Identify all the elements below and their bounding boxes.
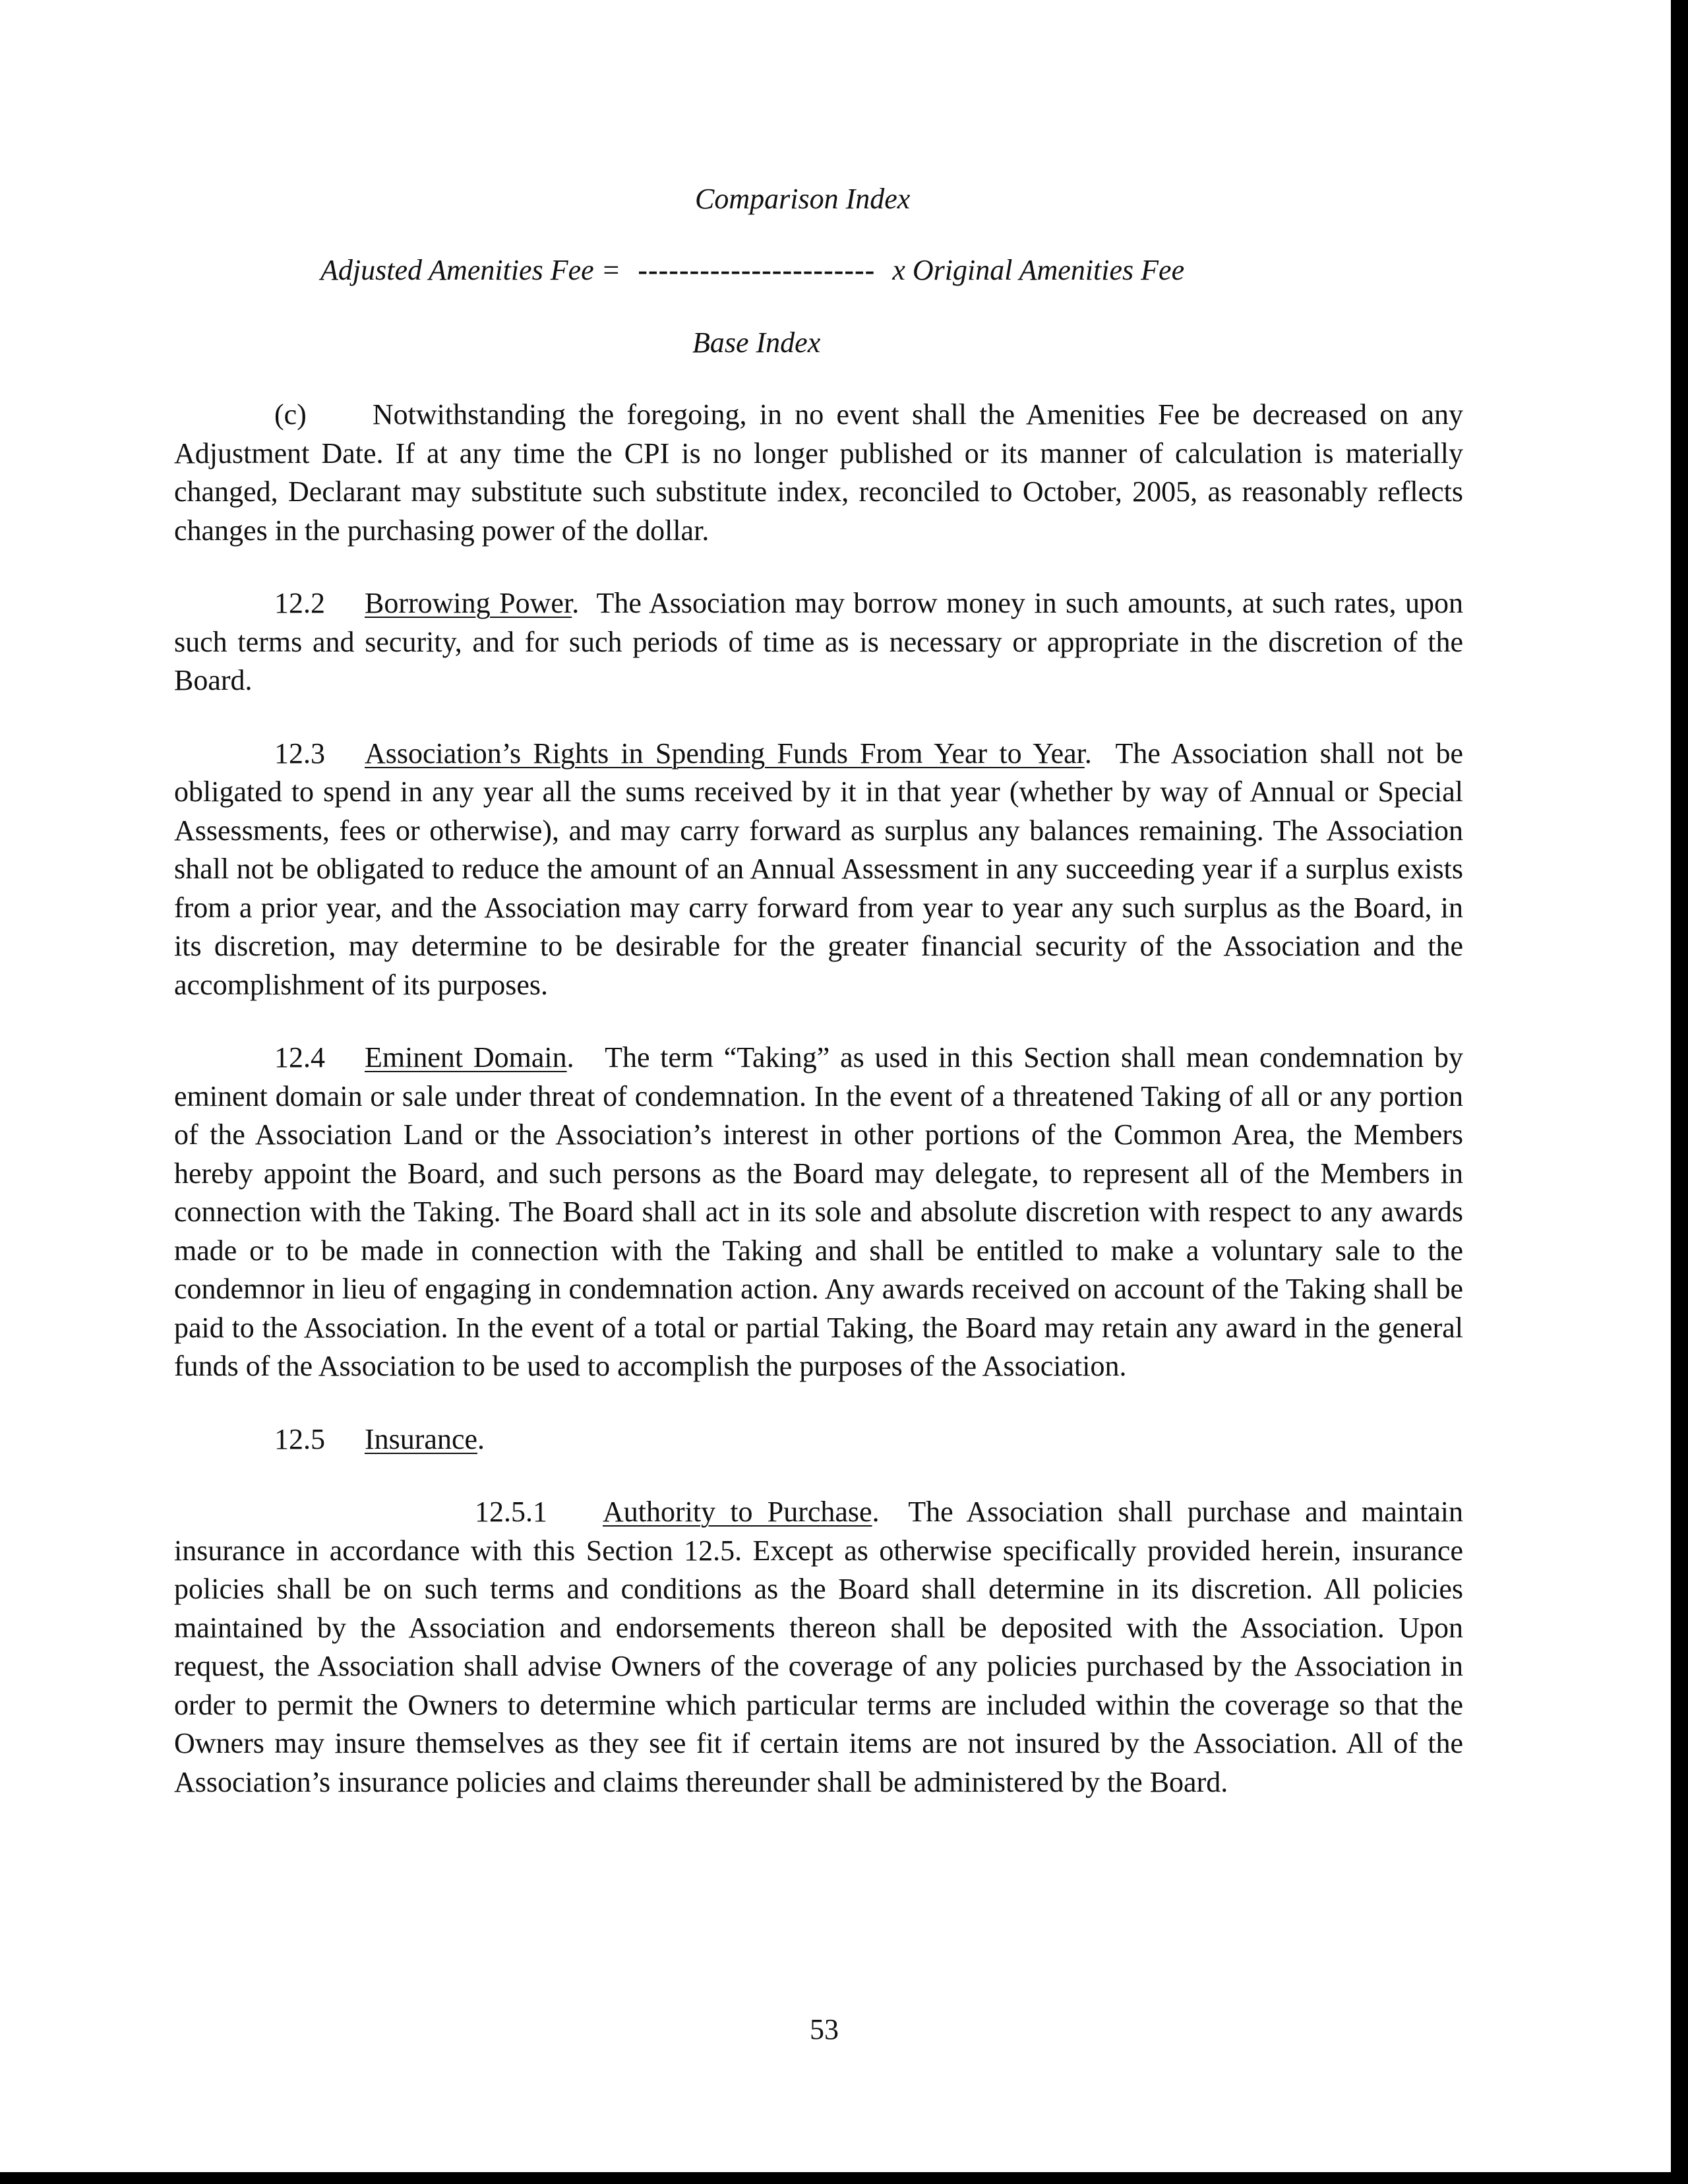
- scan-border-bottom: [0, 2172, 1688, 2184]
- section-12-3-text: The Association shall not be obligated to spend in any year all the sums received by it in that year (whether by way of Annual or Special Assessments, fees or otherwise), and may carry forward as surplus any balances remaining. The Association shall not be obligated to reduce the amount of an Annual Assessment in any succeeding year if a surplus exists from a prior year, and the Association may carry forward from year to year any such surplus as the Board, in its discretion, may determine to be desirable for the greater financial security of the Association and the accomplishment of its purposes.: [174, 737, 1463, 1001]
- section-12-4-number: 12.4: [274, 1041, 325, 1074]
- section-12-5-1-text: The Association shall purchase and maintain insurance in accordance with this Section 12.5. Except as otherwise specifically provided herein, insurance policies shall be on such terms and conditions as the Board shall determine in its discretion. All policies maintained by the Association and endorsements thereon shall be deposited with the Association. Upon request, the Association shall advise Owners of the coverage of any policies purchased by the Association in order to permit the Owners to determine which particular terms are included within the coverage so that the Owners may insure themselves as they see fit if certain items are not insured by the Association. All of the Association’s insurance policies and claims thereunder shall be administered by the Board.: [174, 1496, 1463, 1798]
- document-body: [174, 396, 1463, 1836]
- section-12-4-text: The term “Taking” as used in this Section shall mean condemnation by eminent domain or sale under threat of condemnation. In the event of a threatened Taking of all or any portion of the Association Land or the Association’s interest in other portions of the Common Area, the Members hereby appoint the Board, and such persons as the Board may delegate, to represent all of the Members in connection with the Taking. The Board shall act in its sole and absolute discretion with respect to any awards made or to be made in connection with the Taking and shall be entitled to make a voluntary sale to the condemnor in lieu of engaging in condemnation action. Any awards received on account of the Taking shall be paid to the Association. In the event of a total or partial Taking, the Board may retain any award in the general funds of the Association to be used to accomplish the purposes of the Association.: [174, 1041, 1463, 1382]
- section-12-4: 12.4 Eminent Domain. The term “Taking” as used in this Section shall mean condemnation by eminent domain or sale under threat of condemnation. In the event of a threatened Taking of all or any portion of the Association Land or the Association’s interest in other portions of the Common Area, the Members hereby appoint the Board, and such persons as the Board may delegate, to represent all of the Members in connection with the Taking. The Board shall act in its sole and absolute discretion with respect to any awards made or to be made in connection with the Taking and shall be entitled to make a voluntary sale to the condemnor in lieu of engaging in condemnation action. Any awards received on account of the Taking shall be paid to the Association. In the event of a total or partial Taking, the Board may retain any award in the general funds of the Association to be used to accomplish the purposes of the Association.: [174, 1041, 1463, 1382]
- section-12-2-number: 12.2: [274, 587, 325, 619]
- section-12-5: 12.5 Insurance.: [274, 1422, 485, 1455]
- section-12-3-heading: Association’s Rights in Spending Funds From Year to Year: [365, 737, 1085, 770]
- formula-denominator: Base Index: [692, 326, 821, 359]
- section-12-5-1-heading: Authority to Purchase: [603, 1496, 872, 1528]
- scan-border-right: [1671, 0, 1688, 2184]
- section-12-3-number: 12.3: [274, 737, 325, 770]
- section-12-2: 12.2 Borrowing Power. The Association may borrow money in such amounts, at such rates, upon such terms and security, and for such periods of time as is necessary or appropriate in the discretion of the Board.: [174, 587, 1463, 696]
- page-number: 53: [810, 2013, 839, 2046]
- section-12-4-heading: Eminent Domain: [365, 1041, 567, 1074]
- section-12-5-1: 12.5.1 Authority to Purchase. The Association shall purchase and maintain insurance in accordance with this Section 12.5. Except as otherwise specifically provided herein, insurance policies shall be on such terms and conditions as the Board shall determine in its discretion. All policies maintained by the Association and endorsements thereon shall be deposited with the Association. Upon request, the Association shall advise Owners of the coverage of any policies purchased by the Association in order to permit the Owners to determine which particular terms are included within the coverage so that the Owners may insure themselves as they see fit if certain items are not insured by the Association. All of the Association’s insurance policies and claims thereunder shall be administered by the Board.: [174, 1496, 1463, 1798]
- section-12-3: 12.3 Association’s Rights in Spending Funds From Year to Year. The Association shall not be obligated to spend in any year all the sums received by it in that year (whether by way of Annual or Special Assessments, fees or otherwise), and may carry forward as surplus any balances remaining. The Association shall not be obligated to reduce the amount of an Annual Assessment in any succeeding year if a surplus exists from a prior year, and the Association may carry forward from year to year any such surplus as the Board, in its discretion, may determine to be desirable for the greater financial security of the Association and the accomplishment of its purposes.: [174, 737, 1463, 1001]
- section-12-5-number: 12.5: [274, 1422, 325, 1455]
- section-12-2-text: The Association may borrow money in such amounts, at such rates, upon such terms and security, and for such periods of time as is necessary or appropriate in the discretion of the Board.: [174, 587, 1463, 696]
- formula-equation-line: [320, 256, 1184, 285]
- formula-numerator: Comparison Index: [695, 183, 911, 215]
- paragraph-c: [174, 396, 1463, 550]
- section-12-5-heading: Insurance: [365, 1422, 478, 1455]
- formula-rhs: x Original Amenities Fee: [892, 254, 1185, 286]
- paragraph-c-text: Notwithstanding the foregoing, in no event shall the Amenities Fee be decreased on any Adjustment Date. If at any time the CPI is no longer published or its manner of calculation is materially changed, Declarant may substitute such substitute index, reconciled to October, 2005, as reasonably reflects changes in the purchasing power of the dollar.: [174, 398, 1463, 547]
- formula-lhs: Adjusted Amenities Fee =: [320, 254, 621, 286]
- formula-divider: -----------------------: [638, 254, 876, 286]
- section-12-5-1-number: 12.5.1: [475, 1496, 547, 1528]
- paragraph-c-label: (c): [274, 398, 307, 431]
- section-12-2-heading: Borrowing Power: [365, 587, 572, 619]
